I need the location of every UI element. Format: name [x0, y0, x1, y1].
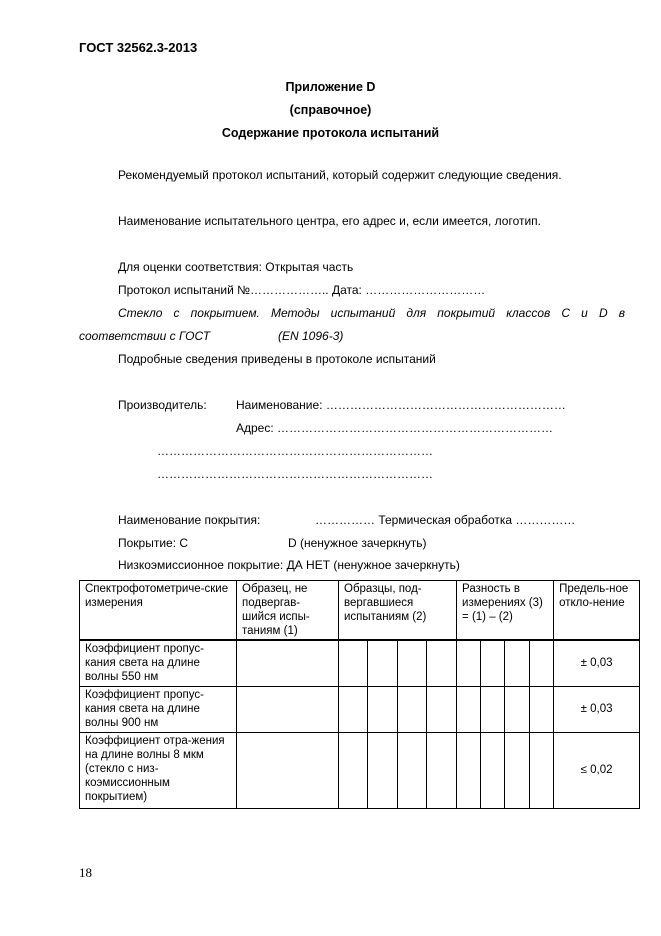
cell-difference — [505, 686, 530, 732]
cell-difference — [481, 732, 505, 808]
cell-tested — [339, 732, 368, 808]
cell-tested — [398, 686, 427, 732]
cell-difference — [505, 732, 530, 808]
cell-untested — [237, 640, 339, 686]
cell-limit: ± 0,03 — [554, 686, 640, 732]
appendix-subtitle: (справочное) — [289, 103, 372, 117]
header-limit-deviation: Предель-ное откло-нение — [554, 581, 640, 641]
cell-limit: ± 0,03 — [554, 640, 640, 686]
row-label: Коэффициент отра-жения на длине волны 8 мкм (стекло с низ-коэмиссионным покрытием) — [80, 732, 237, 808]
table-row — [80, 640, 640, 686]
paragraph-center-info: Наименование испытательного центра, его адрес и, если имеется, логотип. — [118, 214, 542, 228]
cell-tested — [368, 732, 398, 808]
producer-address-line: Адрес: …………………………………………………………… — [236, 421, 554, 435]
paragraph-conformity: Для оценки соответствия: Открытая часть — [118, 260, 354, 274]
paragraph-methods-line2: соответствии с ГОСТ — [79, 329, 211, 343]
cell-difference — [457, 686, 481, 732]
cell-tested — [368, 686, 398, 732]
table-row — [80, 732, 640, 808]
producer-name-line: Наименование: …………………………………………………… — [236, 398, 566, 412]
cell-untested — [237, 686, 339, 732]
header-measurements: Спектрофотометриче-ские измерения — [80, 581, 237, 641]
cell-tested — [339, 640, 368, 686]
header-tested-samples: Образцы, под-вергавшиеся испытаниям (2) — [339, 581, 457, 641]
cell-tested — [368, 640, 398, 686]
measurements-table — [79, 580, 640, 809]
cell-limit: ≤ 0,02 — [554, 732, 640, 808]
coating-type-d: D (ненужное зачеркнуть) — [288, 536, 427, 550]
coating-heat-treatment: …………… Термическая обработка …………… — [315, 513, 576, 527]
cell-difference — [481, 686, 505, 732]
cell-difference — [505, 640, 530, 686]
paragraph-protocol-number: Протокол испытаний №……………….. Дата: ………………………… — [118, 283, 486, 297]
table-header-row — [80, 581, 640, 641]
cell-tested — [398, 732, 427, 808]
cell-tested — [427, 640, 457, 686]
table-row — [80, 686, 640, 732]
cell-difference — [530, 640, 554, 686]
cell-tested — [427, 686, 457, 732]
coating-type: Покрытие: C — [118, 536, 189, 550]
row-label: Коэффициент пропус-кания света на длине волны 900 нм — [80, 686, 237, 732]
cell-untested — [237, 732, 339, 808]
cell-tested — [339, 686, 368, 732]
standard-code: ГОСТ 32562.3-2013 — [79, 40, 198, 55]
appendix-title: Приложение D — [285, 80, 376, 94]
cell-difference — [530, 732, 554, 808]
cell-difference — [481, 640, 505, 686]
header-untested-sample: Образец, не подвергав-шийся испы-таниям (1) — [237, 581, 339, 641]
page-number: 18 — [79, 865, 92, 880]
cell-difference — [457, 732, 481, 808]
row-label: Коэффициент пропус-кания света на длине волны 550 нм — [80, 640, 237, 686]
blank-line-1: …………………………………………………………… — [157, 444, 433, 458]
paragraph-details: Подробные сведения приведены в протоколе испытаний — [118, 352, 436, 366]
cell-difference — [457, 640, 481, 686]
blank-line-2: …………………………………………………………… — [157, 467, 433, 481]
header-difference: Разность в измерениях (3) = (1) – (2) — [457, 581, 554, 641]
coating-name-label: Наименование покрытия: — [118, 513, 261, 527]
cell-tested — [427, 732, 457, 808]
paragraph-methods-line1: Стекло с покрытием. Методы испытаний для покрытий классов C и D в — [118, 306, 625, 320]
cell-tested — [398, 640, 427, 686]
low-e-coating: Низкоэмиссионное покрытие: ДА НЕТ (ненужное зачеркнуть) — [118, 558, 460, 572]
paragraph-methods-standard: (EN 1096-3) — [278, 329, 344, 343]
appendix-heading: Содержание протокола испытаний — [221, 126, 440, 140]
cell-difference — [530, 686, 554, 732]
paragraph-intro: Рекомендуемый протокол испытаний, который содержит следующие сведения. — [118, 168, 562, 182]
producer-label: Производитель: — [118, 398, 207, 412]
